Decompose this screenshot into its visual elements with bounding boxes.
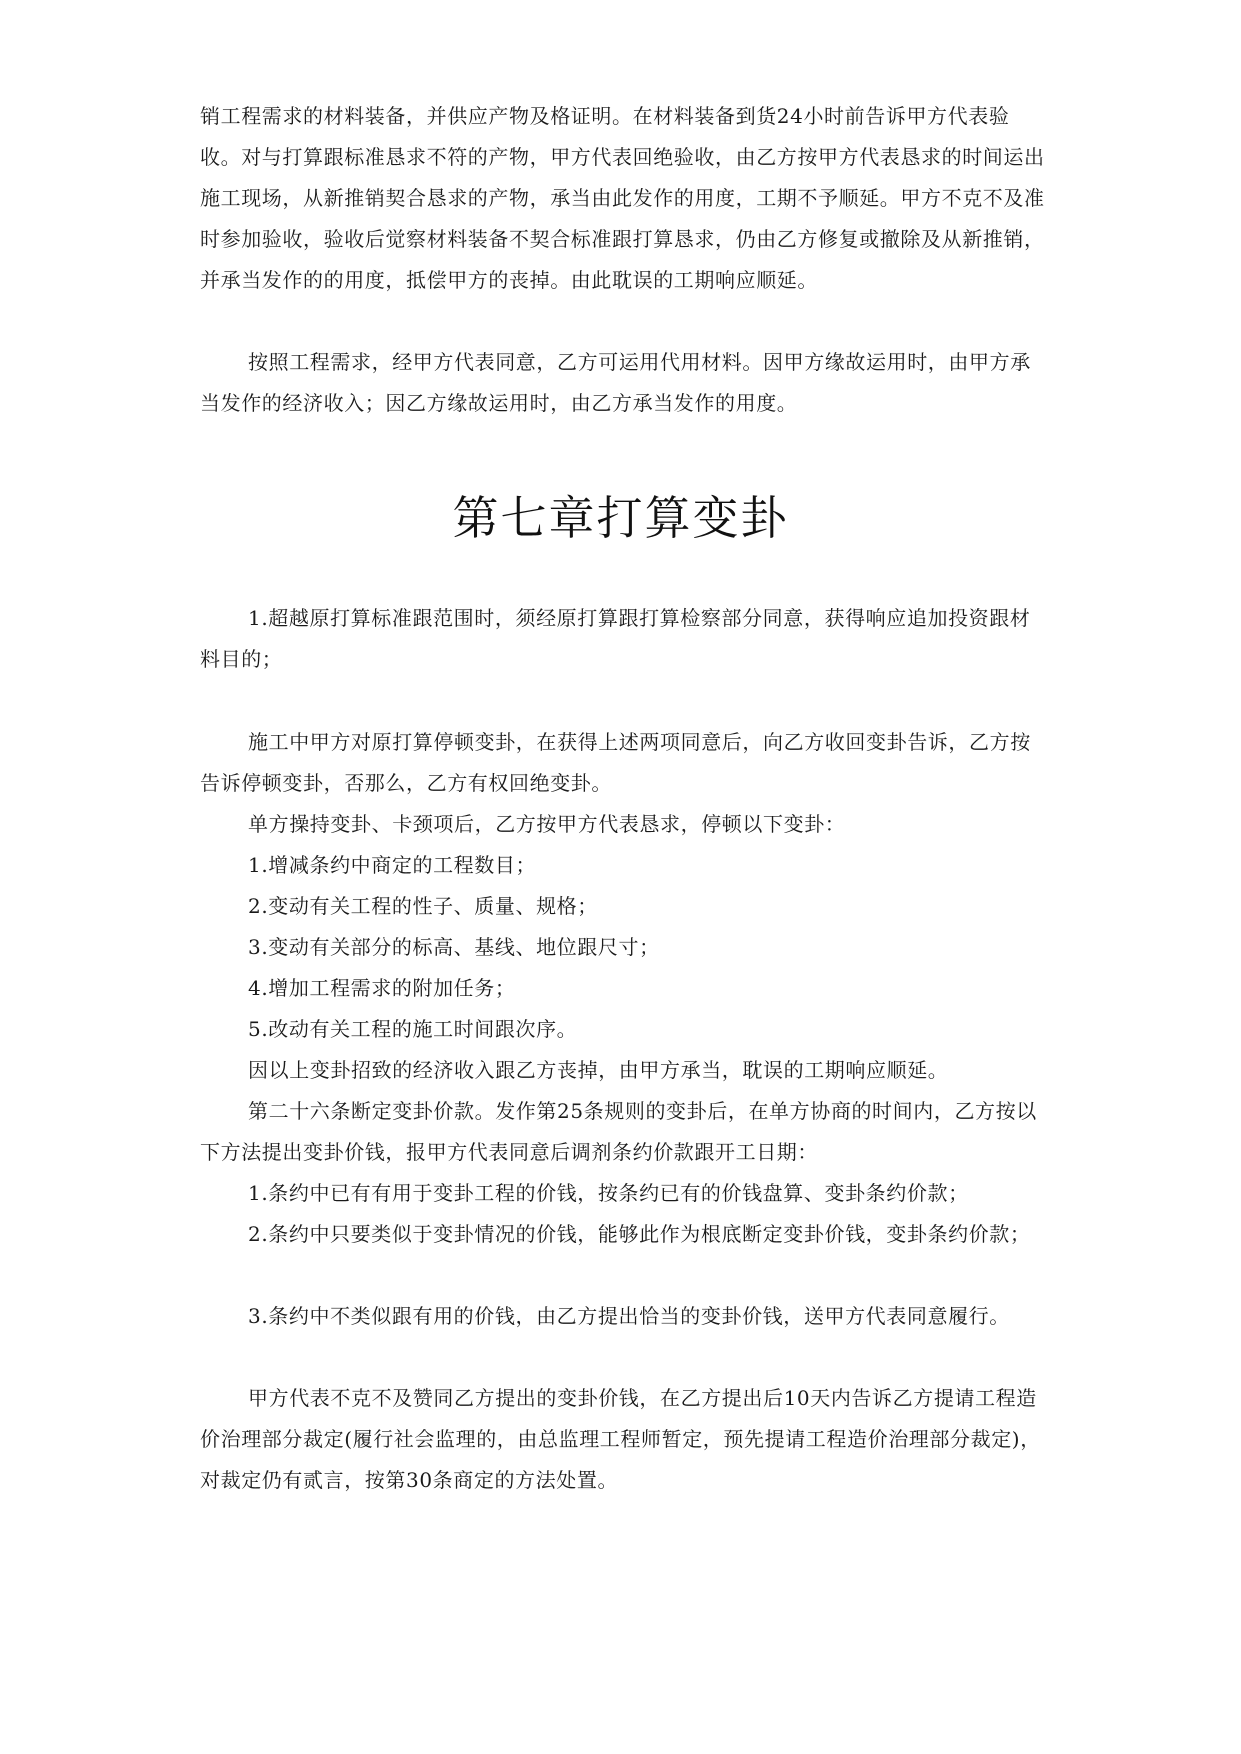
list-item: 4.增加工程需求的附加任务； [248,976,516,1000]
paragraph-article-26: 第二十六条断定变卦价款。发作第25条规则的变卦后，在单方协商的时间内，乙方按以下方法提出变卦价钱，报甲方代表同意后调剂条约价款跟开工日期： [200,1099,1037,1164]
list-item: 1.条约中已有有用于变卦工程的价钱，按条约已有的价钱盘算、变卦条约价款； [248,1181,969,1205]
paragraph-design-scope: 1.超越原打算标准跟范围时，须经原打算跟打算检察部分同意，获得响应追加投资跟材料目的； [200,606,1031,671]
list-item: 2.条约中只要类似于变卦情况的价钱，能够此作为根底断定变卦价钱，变卦条约价款； [248,1222,1031,1246]
paragraph-material-acceptance: 销工程需求的材料装备，并供应产物及格证明。在材料装备到货24小时前告诉甲方代表验收。对与打算跟标准恳求不符的产物，甲方代表回绝验收，由乙方按甲方代表恳求的时间运出施工现场，从新推销契合恳求的产物，承当由此发作的用度，工期不予顺延。甲方不克不及准时参加验收，验收后觉察材料装备不契合标准跟打算恳求，仍由乙方修复或撤除及从新推销，并承当发作的的用度，抵偿甲方的丧掉。由此耽误的工期响应顺延。 [200,104,1045,292]
list-item: 3.变动有关部分的标高、基线、地位跟尺寸； [248,935,660,959]
chapter-heading: 第七章打算变卦 [452,491,789,545]
paragraph-change-notice: 施工中甲方对原打算停顿变卦，在获得上述两项同意后，向乙方收回变卦告诉，乙方按告诉停顿变卦，否那么，乙方有权回绝变卦。 [200,730,1031,795]
paragraph-price-dispute: 甲方代表不克不及赞同乙方提出的变卦价钱，在乙方提出后10天内告诉乙方提请工程造价治理部分裁定(履行社会监理的，由总监理工程师暂定，预先提请工程造价治理部分裁定)，对裁定仍有贰言，按第30条商定的方法处置。 [200,1386,1041,1492]
list-item: 3.条约中不类似跟有用的价钱，由乙方提出恰当的变卦价钱，送甲方代表同意履行。 [248,1304,1010,1328]
list-item: 2.变动有关工程的性子、质量、规格； [248,894,598,918]
list-item: 5.改动有关工程的施工时间跟次序。 [248,1017,578,1041]
paragraph-change-procedure: 单方操持变卦、卡颈项后，乙方按甲方代表恳求，停顿以下变卦： [248,812,846,836]
list-item: 1.增减条约中商定的工程数目； [248,853,537,877]
paragraph-loss-liability: 因以上变卦招致的经济收入跟乙方丧掉，由甲方承当，耽误的工期响应顺延。 [248,1058,949,1082]
paragraph-substitute-materials: 按照工程需求，经甲方代表同意，乙方可运用代用材料。因甲方缘故运用时，由甲方承当发作的经济收入；因乙方缘故运用时，由乙方承当发作的用度。 [200,350,1031,415]
